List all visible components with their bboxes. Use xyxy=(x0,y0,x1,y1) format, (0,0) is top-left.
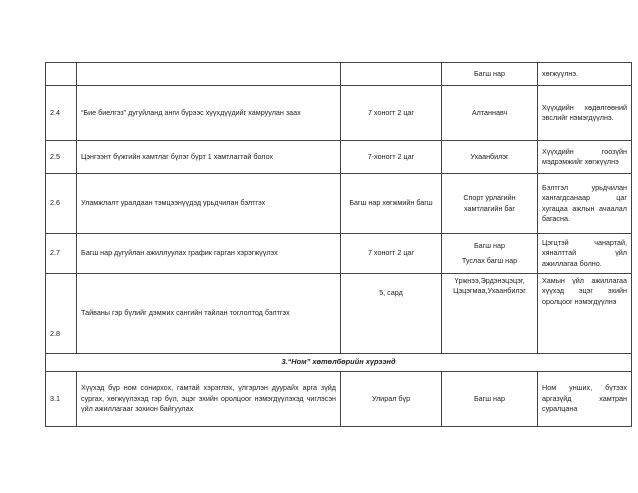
result-cell: Бэлтгэл урьдчилан хангагдсанаар цаг хугацаа ажлын ачаалал багасна. xyxy=(538,174,632,234)
table-row xyxy=(46,174,632,234)
row-number: 2.4 xyxy=(46,86,77,141)
section-title: 3.“Ном” хөтөлбөрийн хүрээнд xyxy=(46,354,632,372)
responsible-cell: Багш нар xyxy=(442,372,538,427)
time-cell xyxy=(341,63,442,86)
time-cell: Багш нар хөгжмийн багш xyxy=(341,174,442,234)
time-cell: 7 хоногт 2 цаг xyxy=(341,86,442,141)
responsible-cell xyxy=(442,234,538,274)
activity-cell: Хүүхэд бүр ном сонирхох, гамтай хэрэглэх, үлгэрлэн дуурайх арга зүйд сургах, хөгжүүлэхэд гэр бүл, эцэг эхийн оролцоог нэмэгдүүлэхэд чиглэсэн үйл ажиллагааг зохион байгуулах xyxy=(77,372,341,427)
responsible-cell: Багш нар xyxy=(442,63,538,86)
result-cell: Хүүхдийн гоозүйн мэдрэмжийг хөгжүүлнэ xyxy=(538,141,632,174)
time-cell: 7 хоногт 2 цаг xyxy=(341,234,442,274)
activity-cell xyxy=(77,63,341,86)
table-row xyxy=(46,141,632,174)
time-cell: 5, сард xyxy=(341,274,442,354)
responsible-cell: Ухаанбилэг xyxy=(442,141,538,174)
activity-cell: “Бие биелгэз” дугуйланд анги бүрээс хүүхдүүдийг хамруулан заах xyxy=(77,86,341,141)
result-cell: Ном унших, бүтээх аргазүйд хамтран суралцана xyxy=(538,372,632,427)
row-number: 2.5 xyxy=(46,141,77,174)
row-number: 2.6 xyxy=(46,174,77,234)
responsible-cell: Үржнээ,Эрдэнэцэцэг, Цэцэгмаа,Ухаанбилэг xyxy=(442,274,538,354)
activity-cell: Багш нар дугуйлан ажиллуулах график гарган хэрэгжүүлэх xyxy=(77,234,341,274)
row-number: 3.1 xyxy=(46,372,77,427)
responsible-line-1: Багш нар xyxy=(473,241,506,251)
result-cell: Хүүхдийн хөдөлгөөний эвслийг нэмэгдүүлнэ. xyxy=(538,86,632,141)
time-cell: Улирал бүр xyxy=(341,372,442,427)
table-row xyxy=(46,86,632,141)
section-header-row xyxy=(46,354,632,372)
result-cell: Хамын үйл ажиллагаа хүүхэд эцэг эхийн оролцоог нэмэгдүүлнэ xyxy=(538,274,632,354)
row-number xyxy=(46,63,77,86)
activity-cell: Тайваны гэр бүлийг дэмжих сангийн тайлан тоглолтод бэлтгэх xyxy=(77,274,341,354)
table-row xyxy=(46,234,632,274)
table-row xyxy=(46,274,632,354)
row-number: 2.7 xyxy=(46,234,77,274)
table-row xyxy=(46,372,632,427)
time-cell: 7-хоногт 2 цаг xyxy=(341,141,442,174)
activity-cell: Цэнгээнт бүжгийн хамтлаг бүлэг бүрт 1 хамтлагтай болох xyxy=(77,141,341,174)
result-cell: хөгжүүлнэ. xyxy=(538,63,632,86)
activity-cell: Уламжлалт уралдаан тэмцээнүүдэд урьдчилан бэлтгэх xyxy=(77,174,341,234)
responsible-cell: Спорт урлагийн хамтлагийн баг xyxy=(442,174,538,234)
row-number: 2.8 xyxy=(46,274,77,354)
table-row xyxy=(46,63,632,86)
responsible-cell: Алтаннавч xyxy=(442,86,538,141)
responsible-line-2: Туслах багш нар xyxy=(461,255,518,265)
plan-table xyxy=(45,62,632,427)
result-cell: Цэгцтэй чанартай, хяналттай үйл ажиллагаа болно. xyxy=(538,234,632,274)
